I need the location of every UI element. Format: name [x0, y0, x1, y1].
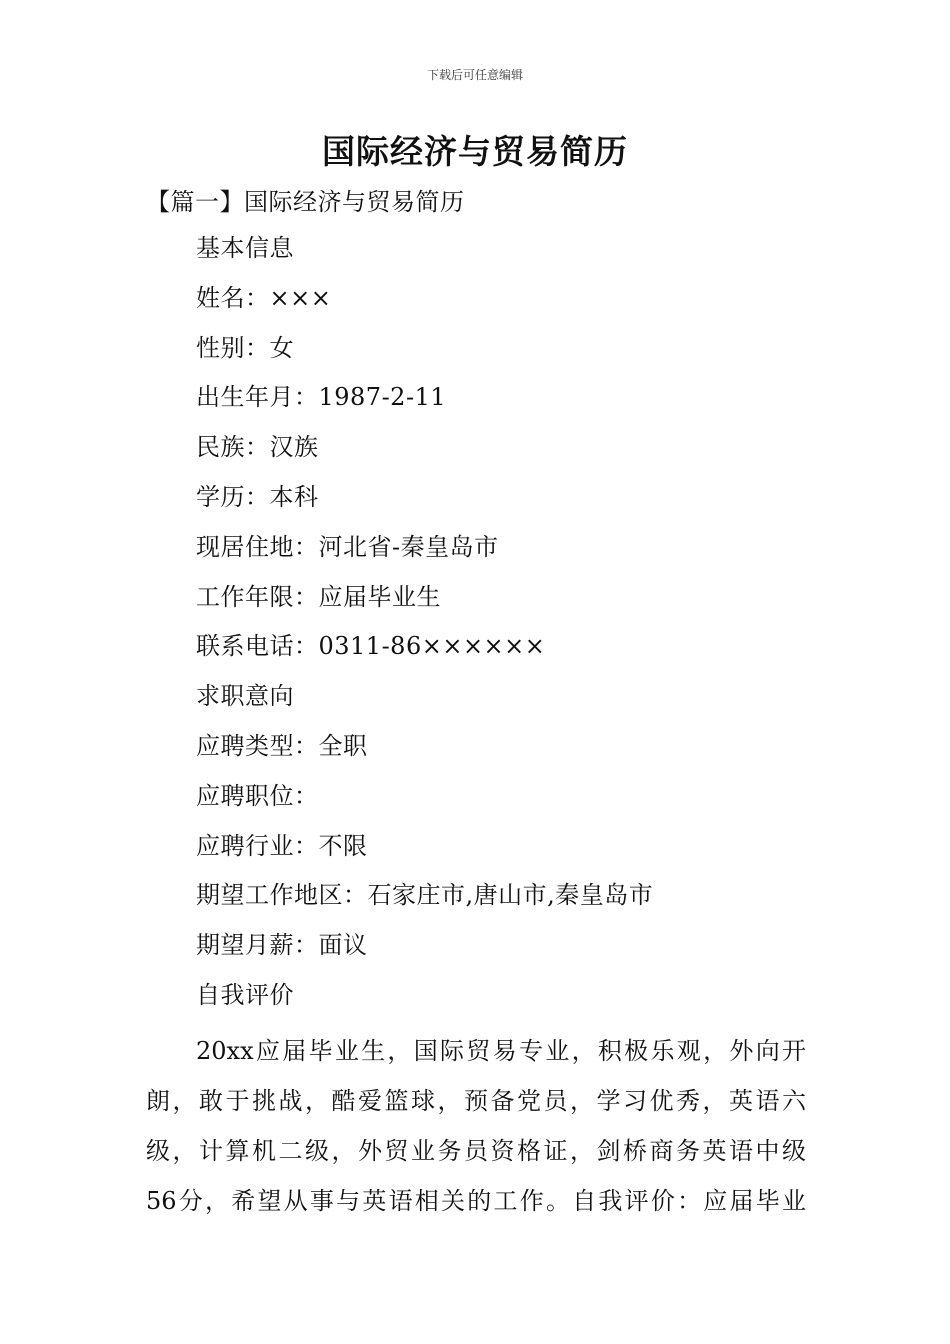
- field-phone: 联系电话：0311-86××××××: [196, 632, 546, 661]
- field-birth-date: 出生年月：1987-2-11: [196, 383, 447, 412]
- field-job-intention-heading: 求职意向: [196, 682, 294, 711]
- field-job-type: 应聘类型：全职: [196, 731, 368, 760]
- document-title: 国际经济与贸易简历: [322, 132, 628, 171]
- header-note: 下载后可任意编辑: [426, 68, 523, 82]
- self-evaluation-paragraph: [146, 1026, 806, 1226]
- field-ethnicity: 民族：汉族: [196, 433, 319, 462]
- field-industry: 应聘行业：不限: [196, 831, 368, 860]
- paragraph-line: 朗，敢于挑战，酷爱篮球，预备党员，学习优秀，英语六: [146, 1087, 806, 1115]
- paragraph-line: 20xx应届毕业生，国际贸易专业，积极乐观，外向开: [196, 1037, 806, 1065]
- field-gender: 性别：女: [196, 333, 294, 362]
- field-name: 姓名：×××: [196, 283, 332, 312]
- paragraph-line: 级，计算机二级，外贸业务员资格证，剑桥商务英语中级: [146, 1137, 806, 1165]
- section-heading: 【篇一】国际经济与贸易简历: [146, 188, 465, 216]
- field-residence: 现居住地：河北省-秦皇岛市: [196, 532, 499, 561]
- field-desired-location: 期望工作地区：石家庄市,唐山市,秦皇岛市: [196, 881, 654, 910]
- field-education: 学历：本科: [196, 482, 319, 511]
- field-desired-salary: 期望月薪：面议: [196, 931, 368, 960]
- resume-field-list: [196, 228, 653, 1025]
- paragraph-line: 56分，希望从事与英语相关的工作。自我评价：应届毕业: [146, 1187, 806, 1215]
- field-self-evaluation-heading: 自我评价: [196, 980, 294, 1009]
- field-work-years: 工作年限：应届毕业生: [196, 582, 441, 611]
- field-basic-info-heading: 基本信息: [196, 234, 294, 262]
- field-job-position: 应聘职位：: [196, 781, 319, 810]
